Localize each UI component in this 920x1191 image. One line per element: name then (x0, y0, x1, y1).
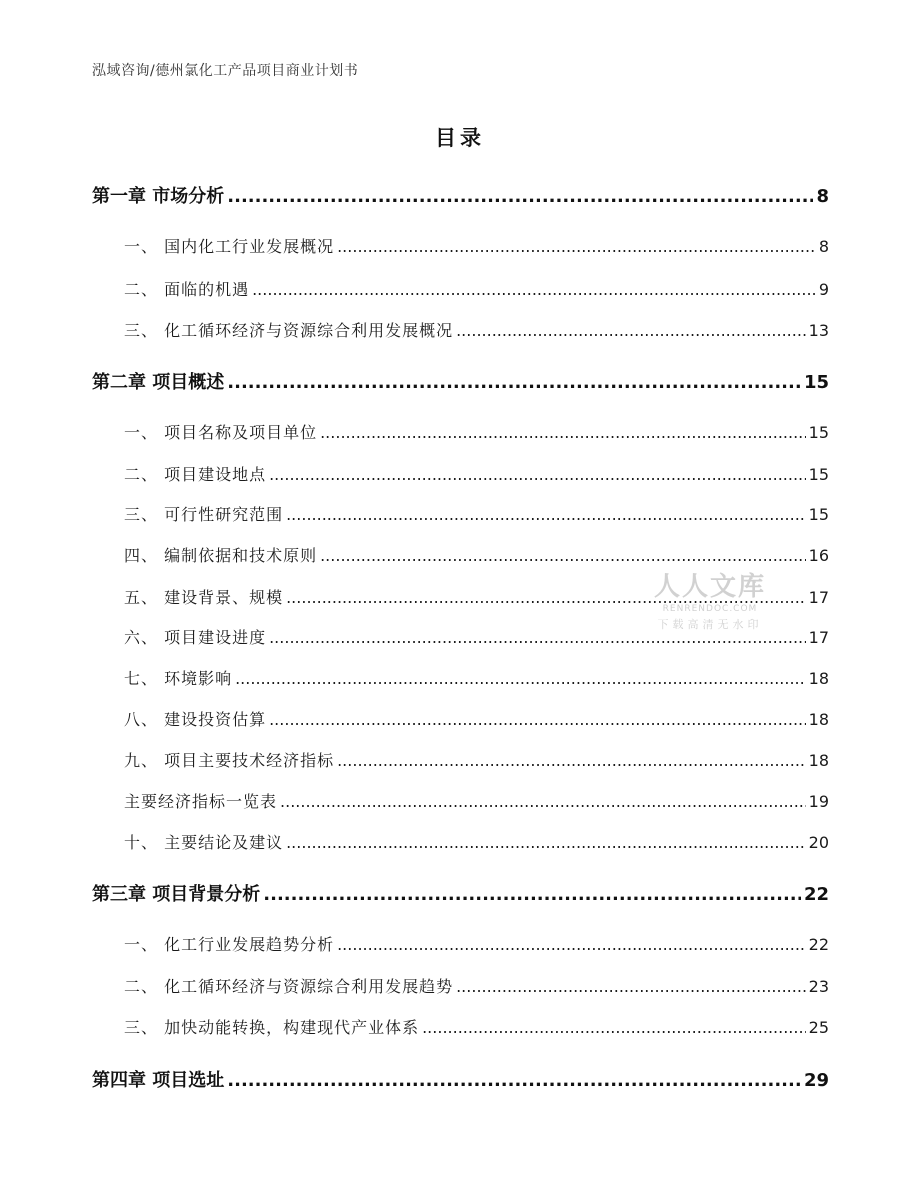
toc-dot-leader (227, 186, 813, 207)
toc-section-entry[interactable] (124, 789, 829, 813)
toc-entry-label: 五、 建设背景、规模 (124, 588, 284, 607)
watermark-subtext: 下载高清无水印 (657, 618, 763, 631)
toc-page-number: 15 (808, 505, 829, 524)
toc-page-number: 17 (808, 628, 829, 647)
toc-section-entry[interactable] (124, 502, 829, 526)
toc-page-number: 9 (818, 280, 829, 299)
toc-page-number: 8 (816, 186, 829, 207)
toc-dot-leader (227, 372, 801, 393)
toc-dot-leader (252, 280, 816, 299)
toc-entry-label: 一、 化工行业发展趋势分析 (124, 935, 335, 954)
toc-entry-label: 三、 加快动能转换，构建现代产业体系 (124, 1018, 420, 1037)
toc-section-entry[interactable] (124, 932, 829, 956)
toc-dot-leader (263, 884, 801, 905)
toc-dot-leader (286, 505, 806, 524)
toc-entry-label: 十、 主要结论及建议 (124, 833, 284, 852)
toc-dot-leader (235, 669, 806, 688)
toc-entry-label: 六、 项目建设进度 (124, 628, 267, 647)
toc-section-entry[interactable] (124, 462, 829, 486)
toc-entry-label: 三、 可行性研究范围 (124, 505, 284, 524)
toc-entry-label: 第四章 项目选址 (92, 1070, 225, 1091)
toc-entry-label: 二、 化工循环经济与资源综合利用发展趋势 (124, 977, 454, 996)
toc-dot-leader (456, 321, 806, 340)
toc-entry-label: 一、 项目名称及项目单位 (124, 423, 318, 442)
toc-section-entry[interactable] (124, 974, 829, 998)
toc-page-number: 18 (808, 751, 829, 770)
toc-entry-label: 二、 项目建设地点 (124, 465, 267, 484)
toc-chapter-entry[interactable] (92, 1066, 829, 1092)
toc-page-number: 29 (803, 1070, 829, 1091)
toc-dot-leader (227, 1070, 801, 1091)
toc-section-entry[interactable] (124, 1015, 829, 1039)
toc-entry-label: 三、 化工循环经济与资源综合利用发展概况 (124, 321, 454, 340)
toc-page-number: 22 (803, 884, 829, 905)
toc-entry-label: 八、 建设投资估算 (124, 710, 267, 729)
toc-entry-label: 七、 环境影响 (124, 669, 233, 688)
toc-entry-label: 主要经济指标一览表 (124, 792, 278, 811)
toc-section-entry[interactable] (124, 830, 829, 854)
toc-dot-leader (286, 833, 806, 852)
toc-section-entry[interactable] (124, 234, 829, 258)
toc-page-number: 23 (808, 977, 829, 996)
toc-entry-label: 二、 面临的机遇 (124, 280, 250, 299)
toc-chapter-entry[interactable] (92, 880, 829, 906)
toc-section-entry[interactable] (124, 543, 829, 567)
toc-dot-leader (269, 465, 806, 484)
toc-section-entry[interactable] (124, 420, 829, 444)
toc-page-number: 17 (808, 588, 829, 607)
toc-page-number: 16 (808, 546, 829, 565)
toc-dot-leader (280, 792, 806, 811)
toc-section-entry[interactable] (124, 666, 829, 690)
toc-chapter-entry[interactable] (92, 182, 829, 208)
toc-title: 目录 (435, 126, 485, 150)
toc-dot-leader (269, 710, 806, 729)
toc-page-number: 8 (818, 237, 829, 256)
toc-dot-leader (337, 751, 806, 770)
toc-chapter-entry[interactable] (92, 368, 829, 394)
toc-entry-label: 第一章 市场分析 (92, 186, 225, 207)
toc-page-number: 18 (808, 710, 829, 729)
toc-page-number: 15 (803, 372, 829, 393)
toc-entry-label: 一、 国内化工行业发展概况 (124, 237, 335, 256)
page-header: 泓域咨询/德州氯化工产品项目商业计划书 (92, 63, 359, 79)
toc-section-entry[interactable] (124, 707, 829, 731)
toc-entry-label: 第二章 项目概述 (92, 372, 225, 393)
toc-dot-leader (422, 1018, 806, 1037)
toc-page-number: 25 (808, 1018, 829, 1037)
watermark-url: RENRENDOC.COM (662, 604, 758, 614)
toc-dot-leader (456, 977, 806, 996)
toc-page-number: 15 (808, 423, 829, 442)
toc-page-number: 15 (808, 465, 829, 484)
toc-dot-leader (337, 237, 816, 256)
toc-dot-leader (320, 546, 806, 565)
toc-section-entry[interactable] (124, 318, 829, 342)
toc-entry-label: 九、 项目主要技术经济指标 (124, 751, 335, 770)
toc-page-number: 18 (808, 669, 829, 688)
toc-page-number: 22 (808, 935, 829, 954)
toc-section-entry[interactable] (124, 277, 829, 301)
watermark-logo-text: 人人文库 (653, 572, 766, 602)
toc-page-number: 19 (808, 792, 829, 811)
toc-page-number: 20 (808, 833, 829, 852)
watermark (640, 566, 780, 632)
toc-page-number: 13 (808, 321, 829, 340)
toc-entry-label: 第三章 项目背景分析 (92, 884, 261, 905)
toc-entry-label: 四、 编制依据和技术原则 (124, 546, 318, 565)
toc-dot-leader (320, 423, 806, 442)
toc-section-entry[interactable] (124, 748, 829, 772)
toc-dot-leader (337, 935, 806, 954)
